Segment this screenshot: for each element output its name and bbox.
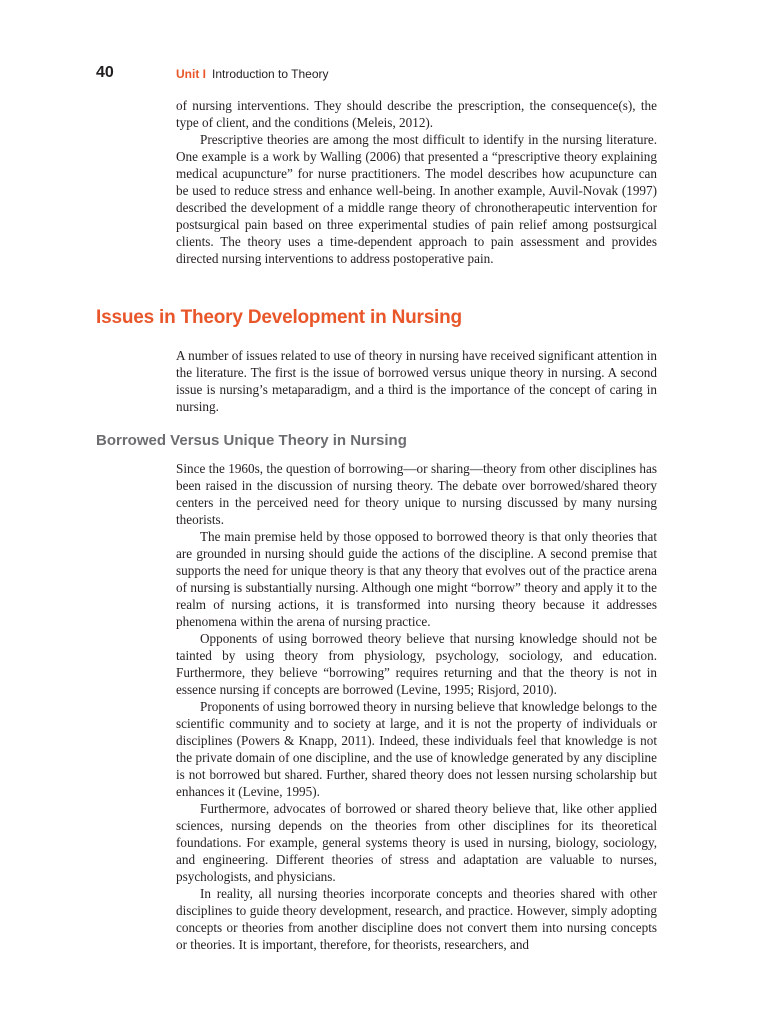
section-intro-block <box>176 347 657 415</box>
subsection-heading: Borrowed Versus Unique Theory in Nursing <box>96 432 407 449</box>
subsection-text-block <box>176 460 657 953</box>
paragraph: The main premise held by those opposed to borrowed theory is that only theories that are grounded in nursing should guide the actions of the discipline. A second premise that supports the need for unique theory is that any theory that evolves out of the practice arena of nursing is substantially nursing. Although one might “borrow” theory and apply it to the realm of nursing actions, it is transformed into nursing theory because it addresses phenomena within the arena of nursing practice. <box>176 529 657 629</box>
section-intro-paragraph: A number of issues related to use of theory in nursing have received significant attention in the literature. The first is the issue of borrowed versus unique theory in nursing. A second issue is nursing’s metaparadigm, and a third is the importance of the concept of caring in nursing. <box>176 348 657 414</box>
paragraph: Furthermore, advocates of borrowed or shared theory believe that, like other applied sciences, nursing depends on the theories from other disciplines for its theoretical foundations. For example, general systems theory is used in nursing, biology, sociology, and engineering. Different theories of stress and adaptation are valuable to nurses, psychologists, and physicians. <box>176 801 657 884</box>
section-heading: Issues in Theory Development in Nursing <box>96 307 462 328</box>
paragraph-prescriptive-theories: Prescriptive theories are among the most difficult to identify in the nursing literature. One example is a work by Walling (2006) that presented a “prescriptive theory explaining medical acupuncture” for nurse practitioners. The model describes how acupuncture can be used to reduce stress and enhance well-being. In another example, Auvil-Novak (1997) described the development of a middle range theory of chronotherapeutic intervention for postsurgical pain based on three experimental studies of pain relief among postsurgical clients. The theory uses a time-dependent approach to pain assessment and provides directed nursing interventions to address postoperative pain. <box>176 132 657 266</box>
paragraph: Since the 1960s, the question of borrowing—or sharing—theory from other disciplines has been raised in the discussion of nursing theory. The debate over borrowed/shared theory centers in the perceived need for theory unique to nursing discussed by many nursing theorists. <box>176 461 657 527</box>
chapter-title: Introduction to Theory <box>212 67 329 81</box>
page-number: 40 <box>96 64 114 81</box>
paragraph: Opponents of using borrowed theory believe that nursing knowledge should not be tainted by using theory from physiology, psychology, sociology, and education. Furthermore, they believe “borrowing” requires returning and that the theory is not in essence nursing if concepts are borrowed (Levine, 1995; Risjord, 2010). <box>176 631 657 697</box>
paragraph: Proponents of using borrowed theory in nursing believe that knowledge belongs to the scientific community and to society at large, and it is not the property of individuals or disciplines (Powers & Knapp, 2011). Indeed, these individuals feel that knowledge is not the private domain of one discipline, and the use of knowledge generated by any discipline is not borrowed but shared. Further, shared theory does not lessen nursing scholarship but enhances it (Levine, 1995). <box>176 699 657 799</box>
continued-text-block <box>176 97 657 267</box>
paragraph: In reality, all nursing theories incorporate concepts and theories shared with other disciplines to guide theory development, research, and practice. However, simply adopting concepts or theories from another discipline does not convert them into nursing concepts or theories. It is important, therefore, for theorists, researchers, and <box>176 886 657 952</box>
paragraph-continued: of nursing interventions. They should describe the prescription, the consequence(s), the type of client, and the conditions (Meleis, 2012). <box>176 98 657 130</box>
running-header <box>0 64 768 86</box>
running-head <box>176 67 329 81</box>
unit-label: Unit I <box>176 67 206 81</box>
